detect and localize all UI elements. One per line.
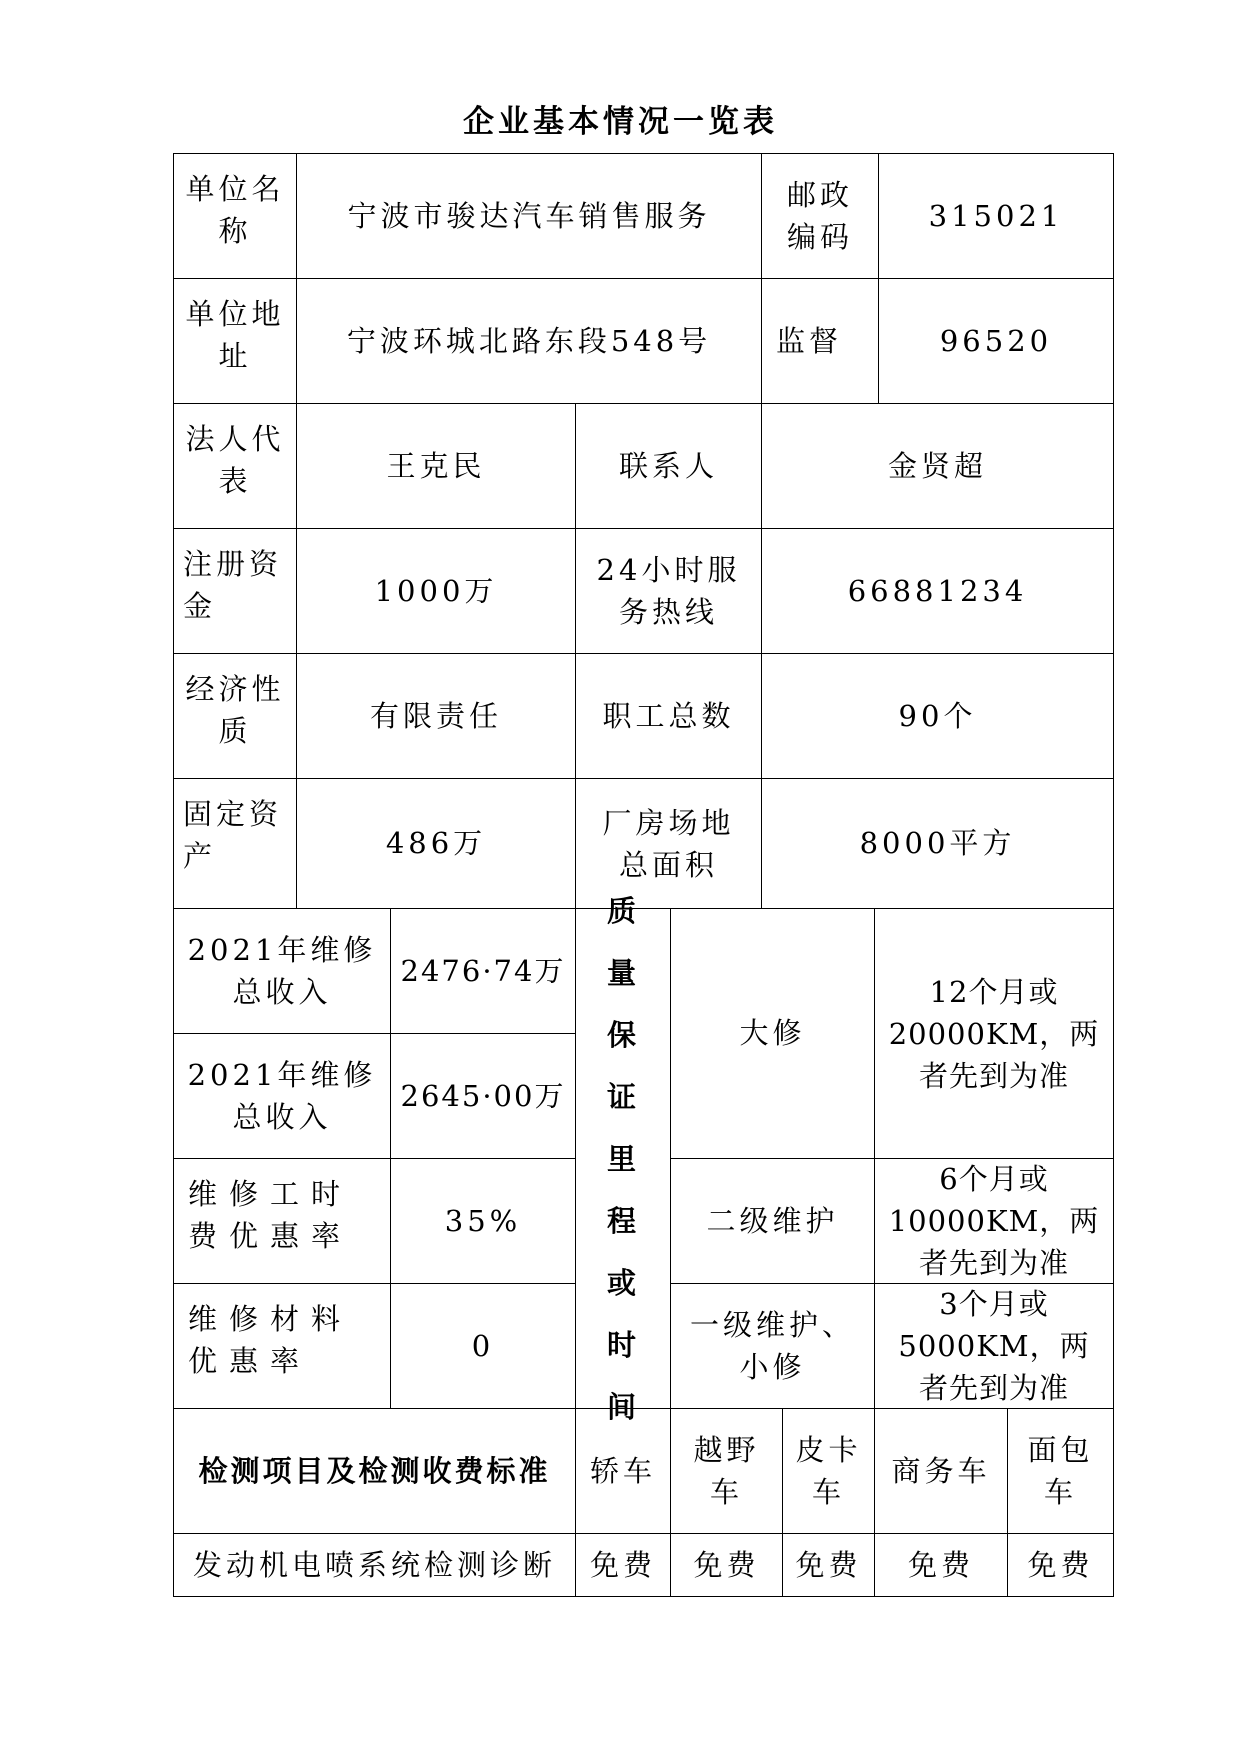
- hotline-value: 66881234: [761, 528, 1114, 654]
- address-value: 宁波环城北路东段548号: [296, 278, 762, 404]
- hotline-label: 24小时服务热线: [575, 528, 762, 654]
- fee-business: 免费: [874, 1533, 1008, 1597]
- fee-van: 免费: [1007, 1533, 1114, 1597]
- income-2021-label-2: 2021年维修总收入: [173, 1033, 391, 1159]
- unit-name-label: 单位名称: [173, 153, 297, 279]
- inspection-header: 检测项目及检测收费标准: [173, 1408, 576, 1534]
- fixed-assets-value: 486万: [296, 778, 576, 909]
- postal-code-label: 邮政编码: [761, 153, 879, 279]
- level1-maintenance-label: 一级维护、小修: [670, 1283, 875, 1409]
- address-label: 单位地址: [173, 278, 297, 404]
- level2-maintenance-term: 6个月或10000KM，两者先到为准: [874, 1158, 1114, 1284]
- vehicle-type-business: 商务车: [874, 1408, 1008, 1534]
- postal-code-value: 315021: [878, 153, 1114, 279]
- capital-value: 1000万: [296, 528, 576, 654]
- contact-value: 金贤超: [761, 403, 1114, 529]
- vehicle-type-pickup: 皮卡车: [782, 1408, 875, 1534]
- supervise-value: 96520: [878, 278, 1114, 404]
- econ-nature-value: 有限责任: [296, 653, 576, 779]
- plant-area-label: 厂房场地总面积: [575, 778, 762, 909]
- plant-area-value: 8000平方: [761, 778, 1114, 909]
- level1-maintenance-term: 3个月或5000KM，两者先到为准: [874, 1283, 1114, 1409]
- staff-count-label: 职工总数: [575, 653, 762, 779]
- capital-label: 注册资金: [173, 528, 297, 654]
- material-discount-value: 0: [390, 1283, 576, 1409]
- contact-label: 联系人: [575, 403, 762, 529]
- staff-count-value: 90个: [761, 653, 1114, 779]
- supervise-label: 监督: [761, 278, 879, 404]
- vehicle-type-van: 面包车: [1007, 1408, 1114, 1534]
- level2-maintenance-label: 二级维护: [670, 1158, 875, 1284]
- vehicle-type-sedan: 轿车: [575, 1408, 671, 1534]
- fee-pickup: 免费: [782, 1533, 875, 1597]
- unit-name-value: 宁波市骏达汽车销售服务: [296, 153, 762, 279]
- fee-sedan: 免费: [575, 1533, 671, 1597]
- legal-rep-value: 王克民: [296, 403, 576, 529]
- labor-discount-label: 维修工时费优惠率: [173, 1158, 391, 1284]
- legal-rep-label: 法人代表: [173, 403, 297, 529]
- vehicle-type-suv: 越野车: [670, 1408, 783, 1534]
- econ-nature-label: 经济性质: [173, 653, 297, 779]
- warranty-label: 质量保证里程或时间: [575, 908, 671, 1409]
- page-title: 企业基本情况一览表: [463, 104, 778, 140]
- income-2021-value-1: 2476·74万: [390, 908, 576, 1034]
- income-2021-value-2: 2645·00万: [390, 1033, 576, 1159]
- major-repair-term: 12个月或20000KM，两者先到为准: [874, 908, 1114, 1159]
- fixed-assets-label: 固定资产: [173, 778, 297, 909]
- income-2021-label-1: 2021年维修总收入: [173, 908, 391, 1034]
- fee-suv: 免费: [670, 1533, 783, 1597]
- inspection-item: 发动机电喷系统检测诊断: [173, 1533, 576, 1597]
- material-discount-label: 维修材料优惠率: [173, 1283, 391, 1409]
- labor-discount-value: 35%: [390, 1158, 576, 1284]
- major-repair-label: 大修: [670, 908, 875, 1159]
